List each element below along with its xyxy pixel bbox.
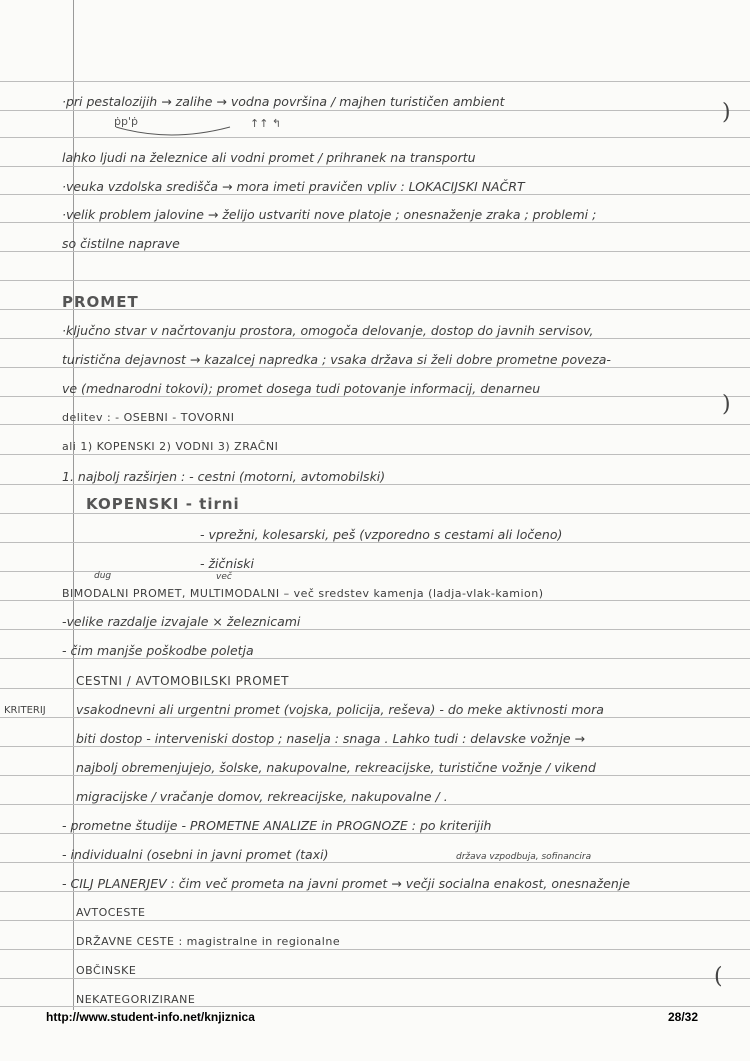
annotation-drzava: država vzpodbuja, sofinancira [456,852,592,862]
annotation-dug: dug [94,571,112,581]
note-line: - prometne študije - PROMETNE ANALIZE in PROGNOZE : po kriterijih [62,818,492,833]
section-heading-promet: PROMET [62,293,139,311]
road-category: OBČINSKE [76,964,137,977]
binder-hole-mark: ) [722,392,731,417]
section-heading-cestni: CESTNI / AVTOMOBILSKI PROMET [76,674,289,688]
note-line: migracijske / vračanje domov, rekreacijske, nakupovalne / . [76,789,448,804]
road-category: NEKATEGORIZIRANE [76,993,196,1006]
note-line: delitev : - OSEBNI - TOVORNI [62,411,235,424]
sketch-arrows-icon [110,113,310,141]
note-line: ali 1) KOPENSKI 2) VODNI 3) ZRAČNI [62,440,279,453]
svg-text:↑↑ ↰: ↑↑ ↰ [250,117,282,130]
note-line: 1. najbolj razširjen : - cestni (motorni, avtomobilski) [62,469,386,484]
note-line: - individualni (osebni in javni promet (taxi) [62,847,329,862]
note-line: turistična dejavnost → kazalcej napredka ; vsaka država si želi dobre prometne poveza- [62,352,611,367]
note-line: - čim manjše poškodbe poletja [62,643,254,658]
rule-line [0,280,750,281]
rule-line [0,81,750,82]
rule-line [0,166,750,167]
note-line: ·veuka vzdolska središča → mora imeti pravičen vpliv : LOKACIJSKI NAČRT [62,179,525,194]
note-line: lahko ljudi na železnice ali vodni promet / prihranek na transportu [62,150,476,165]
rule-line [0,110,750,111]
note-line: - CILJ PLANERJEV : čim več prometa na javni promet → večji socialna enakost, onesnaženje [62,876,631,891]
annotation-vec: več [216,572,232,582]
binder-hole-mark: ( [714,964,723,989]
page-number: 28/32 [668,1010,699,1024]
note-line: ·velik problem jalovine → želijo ustvariti nove platoje ; onesnaženje zraka ; problemi ; [62,207,597,222]
note-line: - vprežni, kolesarski, peš (vzporedno s cestami ali ločeno) [200,527,563,542]
note-line: BIMODALNI PROMET, MULTIMODALNI – več sredstev kamenja (ladja-vlak-kamion) [62,587,544,600]
note-line: ·pri pestalozijih → zalihe → vodna površina / majhen turističen ambient [62,94,505,109]
note-line: ve (mednarodni tokovi); promet dosega tudi potovanje informacij, denarneu [62,381,541,396]
svg-text:ṗp'ṗ: ṗp'ṗ [114,115,138,128]
footer-url: http://www.student-info.net/knjiznica [46,1010,255,1024]
section-heading-kopenski: KOPENSKI - tirni [86,495,240,513]
margin-note-kriterij: KRITERIJ [4,705,46,716]
rule-line [0,513,750,514]
binder-hole-mark: ) [722,100,731,125]
note-line: najbolj obremenjujejo, šolske, nakupovalne, rekreacijske, turistične vožnje / vikend [76,760,596,775]
road-category: AVTOCESTE [76,906,146,919]
note-line: biti dostop - interveniski dostop ; naselja : snaga . Lahko tudi : delavske vožnje → [76,731,585,746]
note-line: ·ključno stvar v načrtovanju prostora, omogoča delovanje, dostop do javnih servisov, [62,323,594,338]
note-line: - žičniski [200,556,255,571]
note-line: so čistilne naprave [62,236,180,251]
note-line: -velike razdalje izvajale × železnicami [62,614,301,629]
note-line: vsakodnevni ali urgentni promet (vojska, policija, reševa) - do meke aktivnosti mora [76,702,604,717]
road-category: DRŽAVNE CESTE : magistralne in regionalne [76,935,341,948]
